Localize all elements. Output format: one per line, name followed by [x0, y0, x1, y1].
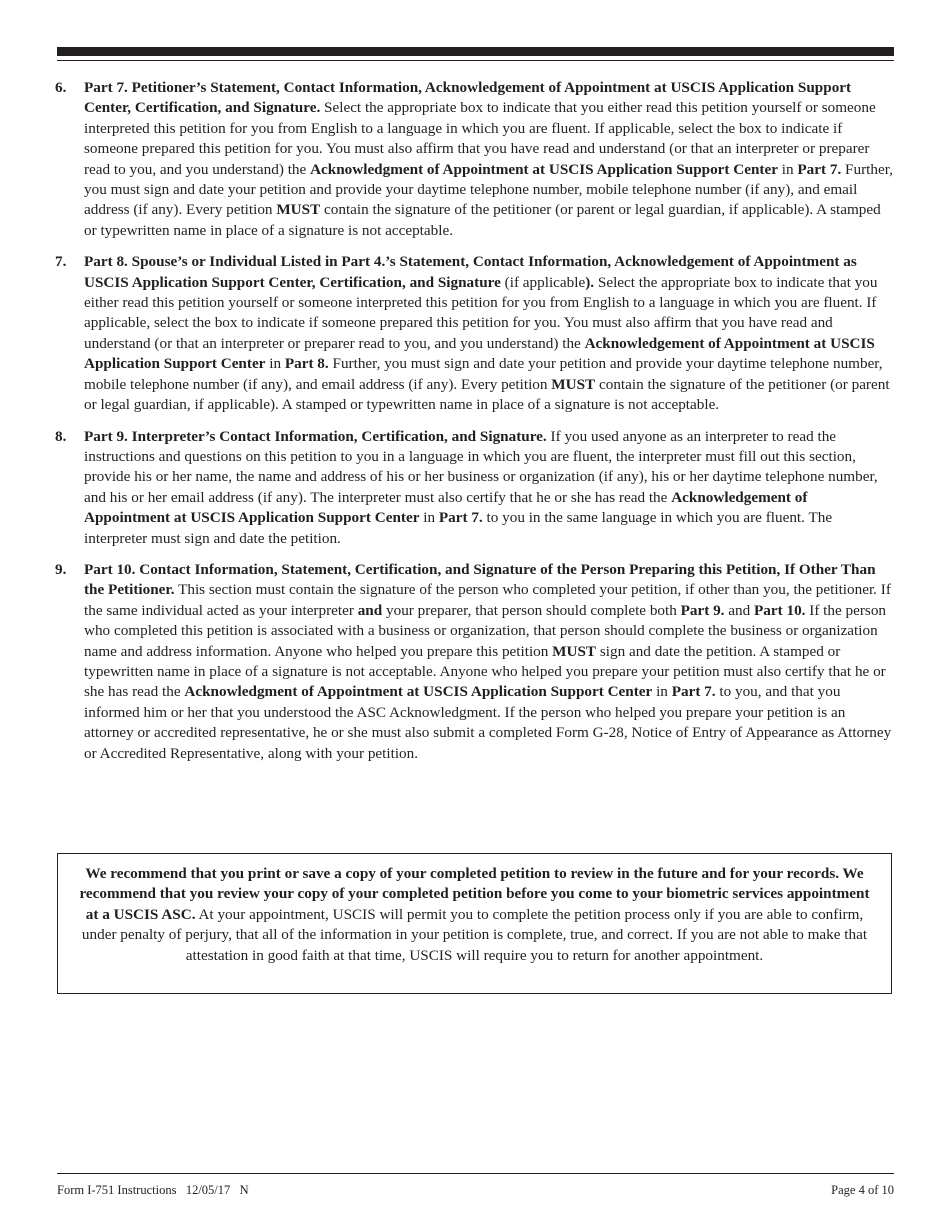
item-bold-text: Part 7. Petitioner’s Statement, Contact Information, Acknowledgement of Appointment at USCIS Application Support Center, Certification, and Signature. — [84, 79, 852, 117]
header-thick-rule — [57, 47, 894, 56]
notice-bold-text: We recommend that you print or save a copy of your completed petition to review in the future and for your records. We recommend that you review your copy of your completed petition before you come to your biometric services appointment at a USCIS ASC. — [79, 865, 870, 923]
instruction-item — [55, 560, 895, 764]
instruction-item — [55, 78, 895, 241]
item-regular-text: (if applicable — [500, 273, 586, 291]
item-bold-text: MUST — [276, 201, 321, 219]
instruction-item — [55, 427, 895, 549]
item-regular-text: your preparer, that person should complete both — [382, 601, 681, 619]
notice-regular-text: At your appointment, USCIS will permit you to complete the petition process only if you are able to confirm, under penalty of perjury, that all of the information in your petition is complete, true, and correct. If you are not able to make that attestation in good faith at that time, USCIS will require you to return for another appointment. — [81, 905, 868, 964]
item-regular-text: If you used anyone as an interpreter to read the instructions and questions on this petition to you in a language in which you are fluent, the interpreter must fill out this section, provide his or her name, the name and address of his or her business or organization (if any), his or her daytime telephone number, and his or her email address (if any). The interpreter must also certify that he or she has read the — [84, 427, 878, 506]
item-number: 6. — [55, 79, 67, 96]
footer-edition-code: N — [239, 1183, 249, 1197]
item-bold-text: Part 9. — [680, 601, 725, 619]
footer-form-info — [57, 1183, 249, 1198]
item-bold-text: Part 7. — [438, 509, 483, 527]
item-text — [84, 561, 891, 762]
item-text — [84, 253, 890, 413]
item-regular-text: If the person who completed this petition is associated with a business or organization, that person should complete the business or organization name and address information. Anyone who helped you prepare this petition — [84, 601, 887, 660]
footer-edition-date: 12/05/17 — [185, 1183, 231, 1197]
item-regular-text: in — [419, 509, 439, 527]
item-regular-text: Further, you must sign and date your petition and provide your daytime telephone number, mobile telephone number (if any), and email address (if any). Every petition — [84, 355, 883, 393]
item-bold-text: Part 10. Contact Information, Statement, Certification, and Signature of the Person Preparing this Petition, If Other Than the Petitioner. — [84, 560, 876, 599]
instruction-list — [55, 78, 895, 775]
item-bold-text: Part 10. — [754, 601, 806, 619]
item-bold-text: Part 8. Spouse’s or Individual Listed in Part 4.’s Statement, Contact Information, Acknowledgement of Appointment as USCIS Application Support Center, Certification, and Signature — [84, 253, 857, 291]
item-bold-text: Part 9. Interpreter’s Contact Information, Certification, and Signature. — [84, 427, 547, 445]
item-regular-text: sign and date the petition. A stamped or typewritten name in place of a signature is not acceptable. Anyone who helped you prepare your petition must also certify that he or she has read the — [84, 642, 886, 701]
item-text — [84, 79, 893, 239]
item-bold-text: MUST — [551, 375, 596, 393]
item-bold-text: Part 7. — [797, 160, 842, 178]
item-number: 7. — [55, 253, 67, 271]
footer-form-name: Form I-751 Instructions — [57, 1183, 177, 1197]
recommendation-notice-box — [57, 853, 892, 994]
footer-page-number: Page 4 of 10 — [831, 1183, 894, 1197]
item-bold-text: MUST — [552, 642, 597, 660]
instruction-item — [55, 252, 895, 415]
header-thin-rule — [57, 60, 894, 61]
item-regular-text: Further, you must sign and date your petition and provide your daytime telephone number, mobile telephone number (if any), and email address (if any). Every petition — [84, 160, 893, 219]
item-bold-text: Acknowledgement of Appointment at USCIS Application Support Center — [84, 488, 808, 527]
item-number: 9. — [55, 560, 67, 578]
item-bold-text: Acknowledgment of Appointment at USCIS Application Support Center — [184, 683, 653, 701]
item-regular-text: contain the signature of the petitioner (or parent or legal guardian, if applicable). A stamped or typewritten name in place of a signature is not acceptable. — [84, 201, 881, 239]
item-bold-text: Part 8. — [284, 355, 329, 373]
item-regular-text: in — [265, 355, 285, 373]
item-regular-text: contain the signature of the petitioner (or parent or legal guardian, if applicable). A stamped or typewritten name in place of a signature is not acceptable. — [84, 375, 890, 414]
item-regular-text: in — [777, 160, 798, 178]
item-bold-text: Acknowledgment of Appointment at USCIS Application Support Center — [310, 160, 778, 178]
item-regular-text: Select the appropriate box to indicate that you either read this petition yourself or someone interpreted this petition for you from English to a language in which you are fluent. If applicable, select the box to indicate if someone prepared this petition for you. You must also affirm that you have read and understand (or that an interpreter or preparer read to you, and you understand) the — [84, 273, 878, 352]
item-regular-text: in — [652, 683, 672, 701]
item-regular-text: to you in the same language in which you are fluent. The interpreter must sign and date the petition. — [84, 509, 833, 547]
item-bold-text: and — [357, 601, 383, 619]
item-number: 8. — [55, 427, 67, 445]
footer-rule — [57, 1173, 894, 1174]
item-regular-text: to you, and that you informed him or her that you understood the ASC Acknowledgment. If the person who helped you prepare your petition is an attorney or accredited representative, he or she must also submit a completed Form G-28, Notice of Entry of Appearance as Attorney or Accredited Representative, along with your petition. — [84, 683, 892, 762]
item-regular-text: and — [724, 601, 755, 619]
item-regular-text: Select the appropriate box to indicate that you either read this petition yourself or someone interpreted this petition for you from English to a language in which you are fluent. If applicable, select the box to indicate if someone prepared this petition for you. You must also affirm that you have read and understand (or that an interpreter or preparer read to you, and you understand) the — [84, 99, 876, 178]
item-bold-text: Part 7. — [671, 683, 716, 701]
item-bold-text: Acknowledgement of Appointment at USCIS Application Support Center — [84, 334, 875, 373]
item-bold-text: ). — [585, 273, 595, 291]
item-text — [84, 428, 878, 547]
item-regular-text: This section must contain the signature of the person who completed your petition, if other than you, the petitioner. If the same individual acted as your interpreter — [84, 581, 891, 619]
